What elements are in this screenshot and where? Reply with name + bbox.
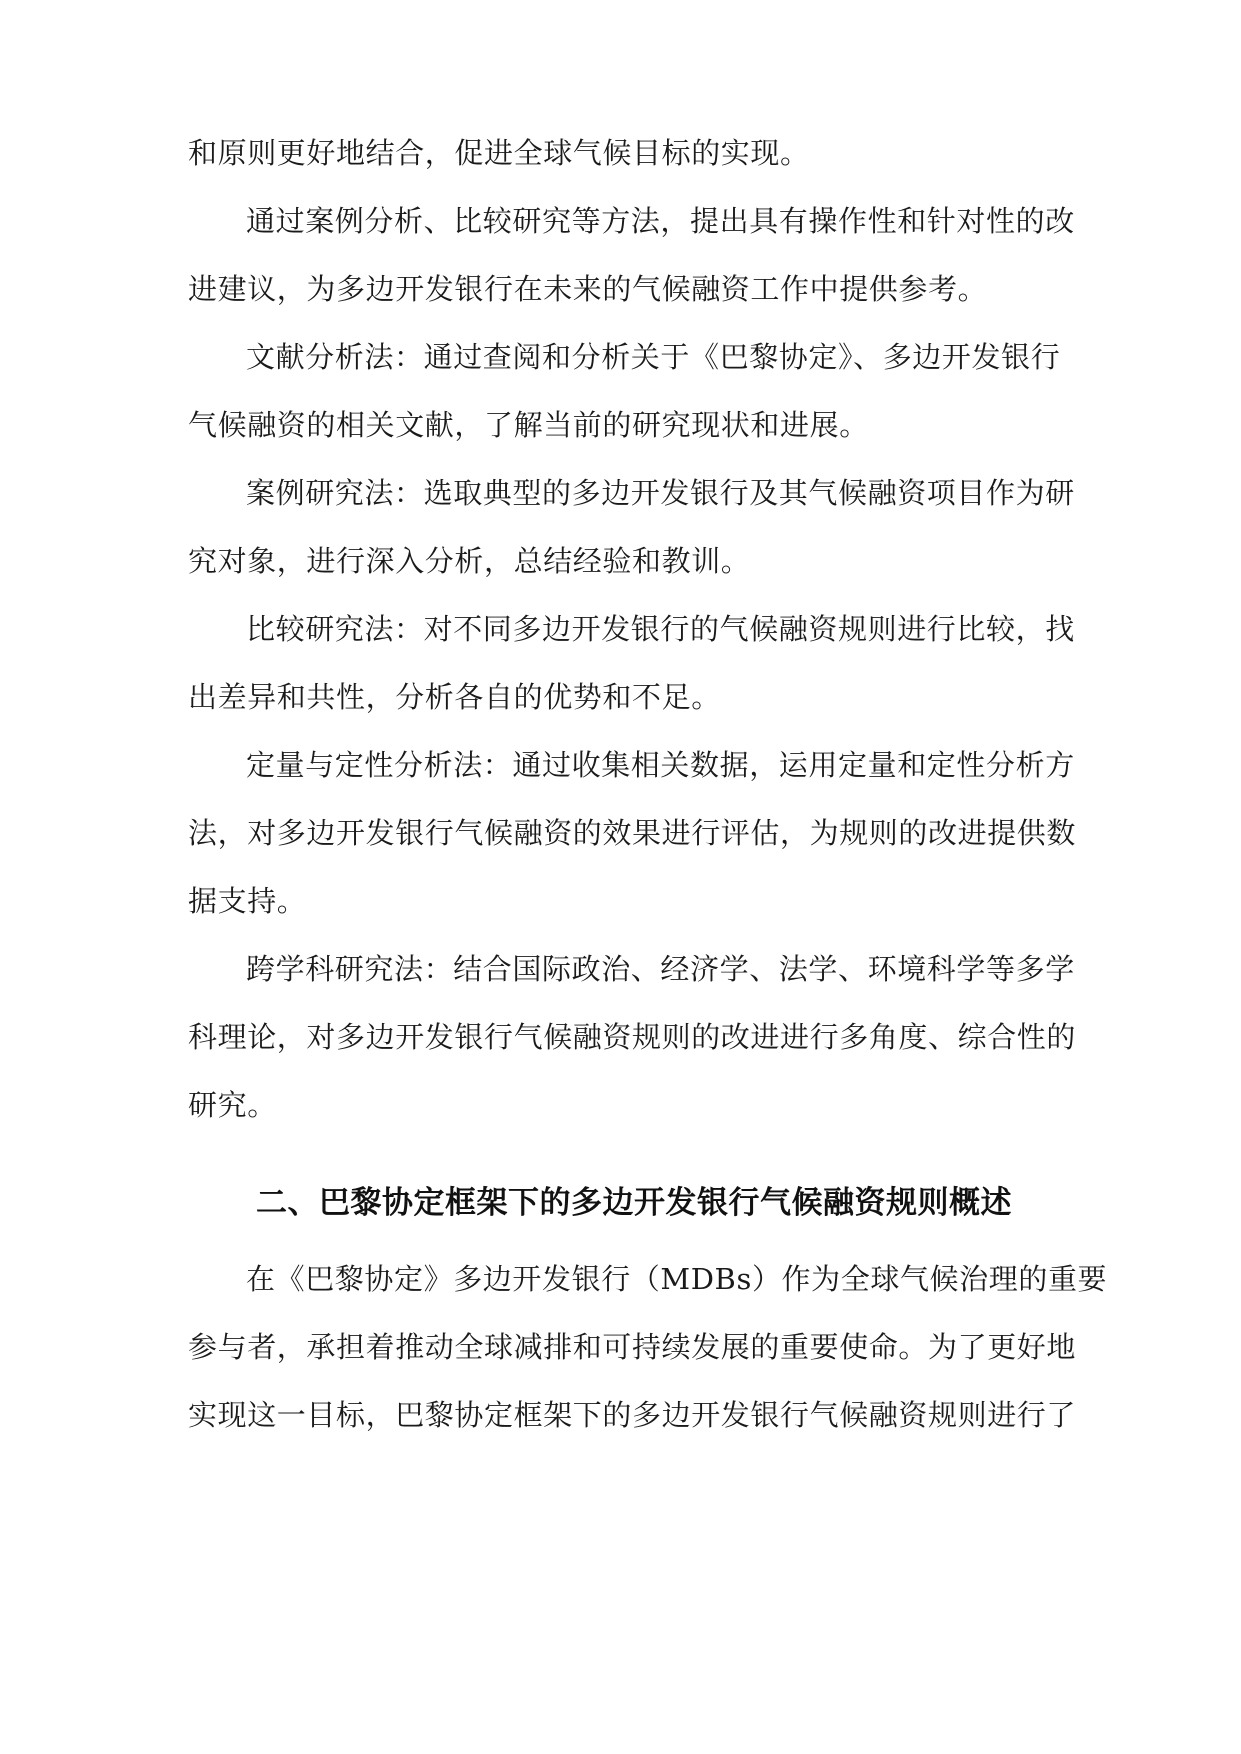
paragraph-line: 通过案例分析、比较研究等方法，提出具有操作性和针对性的改 xyxy=(246,204,1075,238)
paragraph-line: 案例研究法：选取典型的多边开发银行及其气候融资项目作为研 xyxy=(246,476,1075,510)
paragraph-line: 文献分析法：通过查阅和分析关于《巴黎协定》、多边开发银行 xyxy=(246,340,1061,374)
paragraph-line: 实现这一目标，巴黎协定框架下的多边开发银行气候融资规则进行了 xyxy=(188,1398,1077,1432)
paragraph-line: 据支持。 xyxy=(188,884,307,918)
paragraph-line: 出差异和共性，分析各自的优势和不足。 xyxy=(188,680,721,714)
paragraph-line: 和原则更好地结合，促进全球气候目标的实现。 xyxy=(188,136,810,170)
paragraph-line: 在《巴黎协定》多边开发银行（MDBs）作为全球气候治理的重要 xyxy=(246,1262,1108,1296)
paragraph-line: 比较研究法：对不同多边开发银行的气候融资规则进行比较，找 xyxy=(246,612,1075,646)
paragraph-line: 进建议，为多边开发银行在未来的气候融资工作中提供参考。 xyxy=(188,272,988,306)
paragraph-line: 气候融资的相关文献，了解当前的研究现状和进展。 xyxy=(188,408,869,442)
section-heading: 二、巴黎协定框架下的多边开发银行气候融资规则概述 xyxy=(256,1185,1012,1221)
paragraph-line: 法，对多边开发银行气候融资的效果进行评估，为规则的改进提供数 xyxy=(188,816,1077,850)
paragraph-line: 定量与定性分析法：通过收集相关数据，运用定量和定性分析方 xyxy=(246,748,1075,782)
paragraph-line: 究对象，进行深入分析，总结经验和教训。 xyxy=(188,544,751,578)
paragraph-line: 科理论，对多边开发银行气候融资规则的改进进行多角度、综合性的 xyxy=(188,1020,1077,1054)
paragraph-line: 跨学科研究法：结合国际政治、经济学、法学、环境科学等多学 xyxy=(246,952,1075,986)
paragraph-line: 参与者，承担着推动全球减排和可持续发展的重要使命。为了更好地 xyxy=(188,1330,1077,1364)
paragraph-line: 研究。 xyxy=(188,1088,277,1122)
